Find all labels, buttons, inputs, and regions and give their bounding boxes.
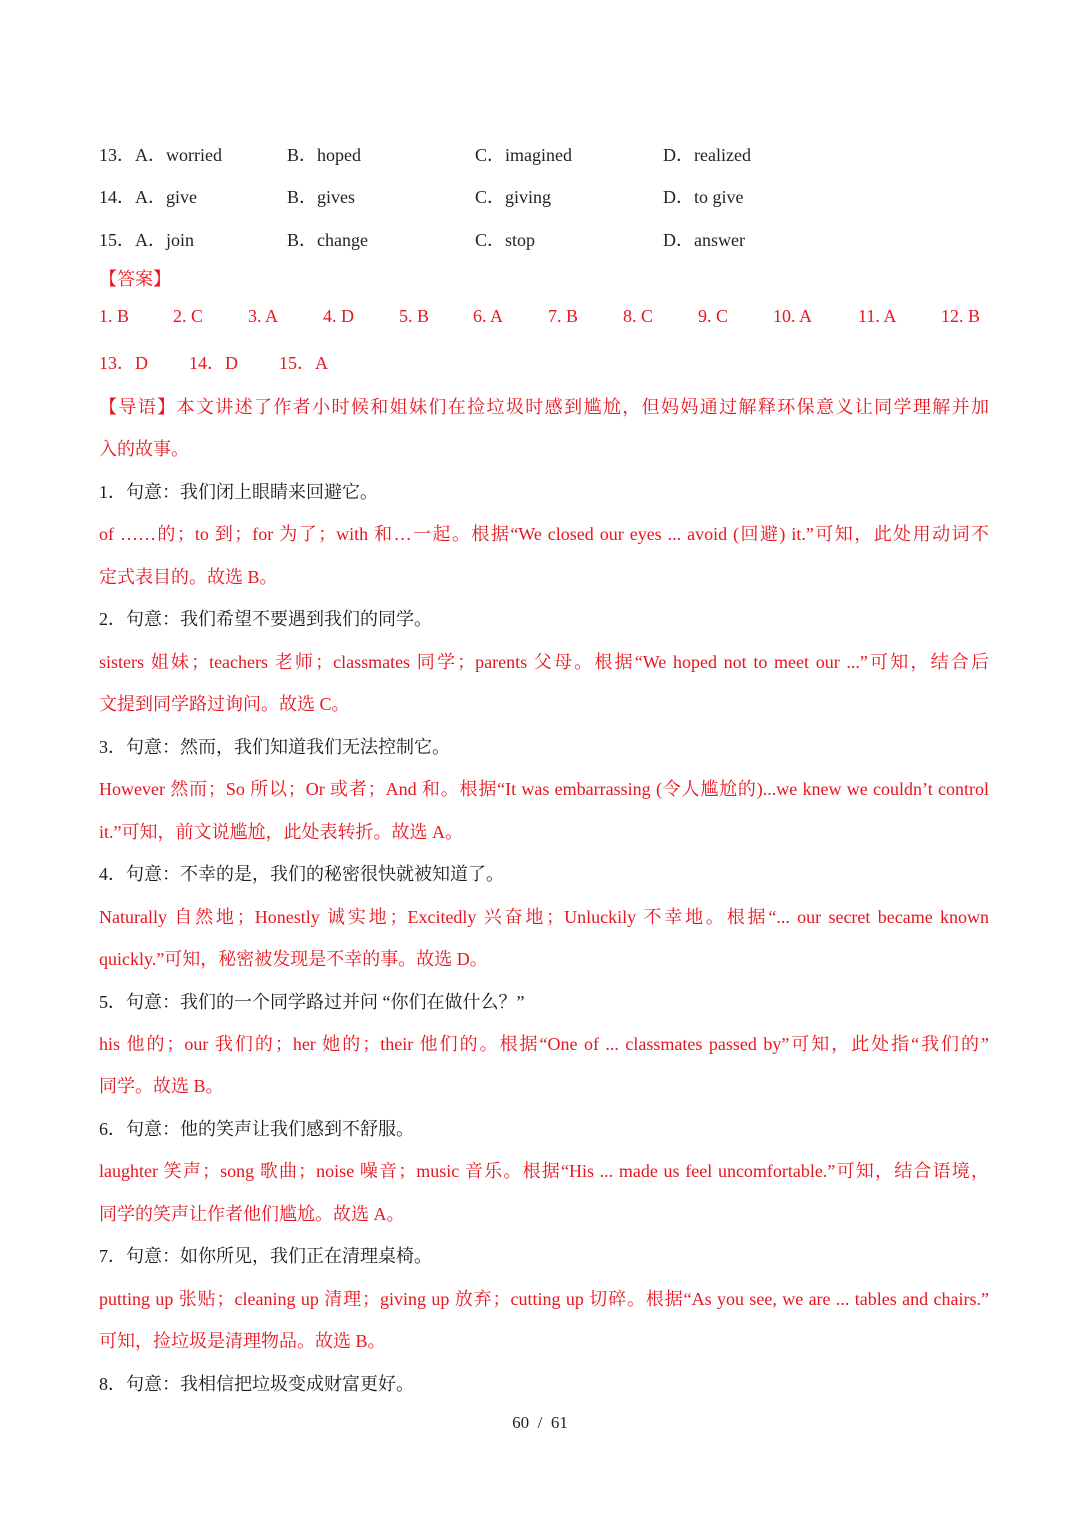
option-c: C．stop xyxy=(475,230,536,250)
option-a: 15．A．join xyxy=(99,230,195,250)
option-d: D．to give xyxy=(663,187,744,207)
option-c: C．imagined xyxy=(475,145,572,165)
answer-item: 5. B xyxy=(399,306,430,326)
answer-item: 9. C xyxy=(698,306,729,326)
item-5-explanation-line-1: his 他的；our 我们的；her 她的；their 他们的。根据“One of ... classmates passed by”可知，此处指“我们的” xyxy=(99,1034,989,1054)
option-row-13 xyxy=(99,141,989,173)
option-c: C．giving xyxy=(475,187,552,207)
answer-item: 4. D xyxy=(323,306,354,326)
option-d: D．answer xyxy=(663,230,745,250)
answer-item: 2. C xyxy=(173,306,204,326)
answer-item: 12. B xyxy=(941,306,981,326)
item-8-question: 8．句意：我相信把垃圾变成财富更好。 xyxy=(99,1374,414,1394)
item-2-explanation-line-2: 文提到同学路过询问。故选 C。 xyxy=(99,694,350,714)
answer-item: 14．D xyxy=(189,353,238,373)
answer-item: 10. A xyxy=(773,306,813,326)
option-b: B．hoped xyxy=(287,145,361,165)
item-4-explanation-line-1: Naturally 自然地；Honestly 诚实地；Excitedly 兴奋地；Unluckily 不幸地。根据“... our secret became known xyxy=(99,907,989,927)
option-row-14 xyxy=(99,183,989,215)
item-4-question: 4．句意：不幸的是，我们的秘密很快就被知道了。 xyxy=(99,864,504,884)
item-1-explanation-line-1: of ……的；to 到；for 为了；with 和…一起。根据“We closed our eyes ... avoid (回避) it.”可知，此处用动词不 xyxy=(99,524,989,544)
option-a: 14．A．give xyxy=(99,187,197,207)
item-1-question: 1．句意：我们闭上眼睛来回避它。 xyxy=(99,482,378,502)
item-7-question: 7．句意：如你所见，我们正在清理桌椅。 xyxy=(99,1246,432,1266)
item-2-explanation-line-1: sisters 姐妹；teachers 老师；classmates 同学；parents 父母。根据“We hoped not to meet our ...”可知，结合后 xyxy=(99,652,989,672)
answer-item: 3. A xyxy=(248,306,279,326)
item-6-question: 6．句意：他的笑声让我们感到不舒服。 xyxy=(99,1119,414,1139)
item-7-explanation-line-1: putting up 张贴；cleaning up 清理；giving up 放弃；cutting up 切碎。根据“As you see, we are ... tables and chairs.” xyxy=(99,1289,989,1309)
option-b: B．gives xyxy=(287,187,356,207)
answer-item: 13．D xyxy=(99,353,148,373)
item-2-question: 2．句意：我们希望不要遇到我们的同学。 xyxy=(99,609,432,629)
option-a: 13．A．worried xyxy=(99,145,222,165)
item-4-explanation-line-2: quickly.”可知，秘密被发现是不幸的事。故选 D。 xyxy=(99,949,488,969)
answer-item: 11. A xyxy=(858,306,897,326)
answer-heading: 【答案】 xyxy=(99,269,171,289)
option-d: D．realized xyxy=(663,145,751,165)
item-5-question: 5．句意：我们的一个同学路过并问 “你们在做什么？” xyxy=(99,992,525,1012)
option-row-15 xyxy=(99,226,989,258)
answer-item: 15．A xyxy=(279,353,328,373)
item-6-explanation-line-2: 同学的笑声让作者他们尴尬。故选 A。 xyxy=(99,1204,405,1224)
answer-item: 6. A xyxy=(473,306,504,326)
item-7-explanation-line-2: 可知，捡垃圾是清理物品。故选 B。 xyxy=(99,1331,386,1351)
item-3-question: 3．句意：然而，我们知道我们无法控制它。 xyxy=(99,737,450,757)
intro-line-1: 【导语】本文讲述了作者小时候和姐妹们在捡垃圾时感到尴尬，但妈妈通过解释环保意义让同学理解并加 xyxy=(99,397,989,417)
item-3-explanation-line-2: it.”可知，前文说尴尬，此处表转折。故选 A。 xyxy=(99,822,463,842)
answers-row-1 xyxy=(99,306,989,338)
option-b: B．change xyxy=(287,230,368,250)
item-6-explanation-line-1: laughter 笑声；song 歌曲；noise 噪音；music 音乐。根据“His ... made us feel uncomfortable.”可知，结合语境， xyxy=(99,1161,989,1181)
answers-row-2 xyxy=(99,349,989,381)
item-1-explanation-line-2: 定式表目的。故选 B。 xyxy=(99,567,278,587)
answer-item: 8. C xyxy=(623,306,654,326)
answer-item: 1. B xyxy=(99,306,130,326)
answer-item: 7. B xyxy=(548,306,579,326)
item-5-explanation-line-2: 同学。故选 B。 xyxy=(99,1076,224,1096)
page-number: 60 / 61 xyxy=(512,1413,568,1432)
intro-line-2: 入的故事。 xyxy=(99,439,189,459)
item-3-explanation-line-1: However 然而；So 所以；Or 或者；And 和。根据“It was embarrassing (令人尴尬的)...we knew we couldn’t control xyxy=(99,779,989,799)
